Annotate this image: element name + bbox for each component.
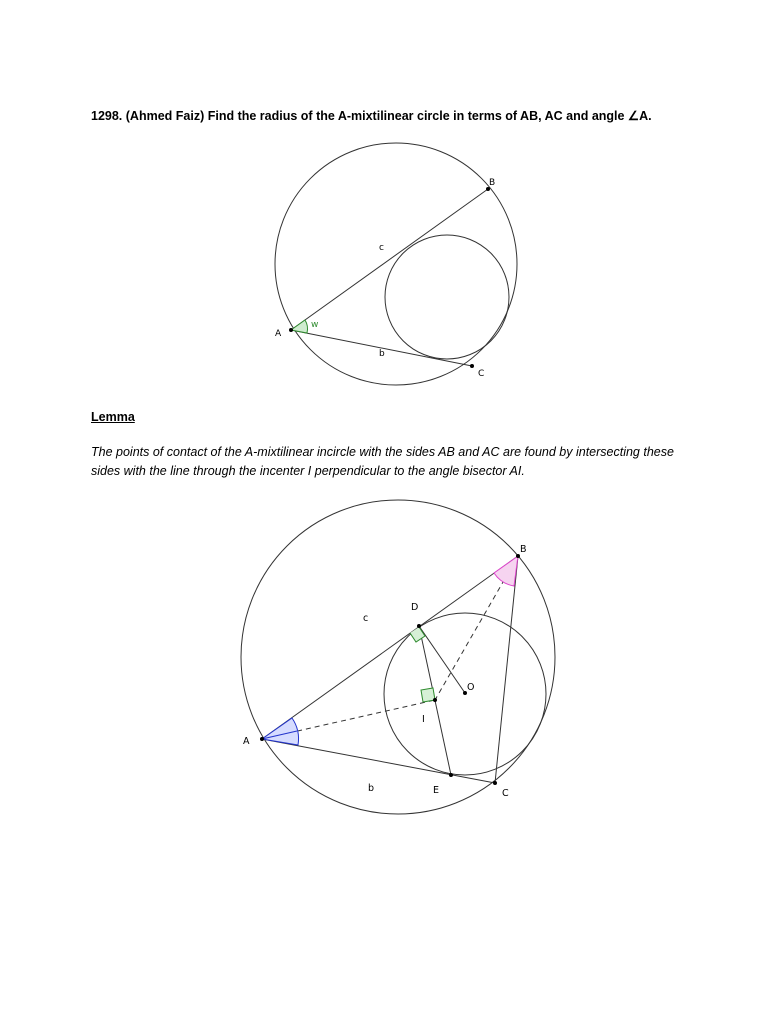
side-ac-1 (291, 330, 472, 366)
figure-2-labels (243, 544, 527, 799)
angle-b-mark (494, 556, 518, 586)
label-b-1: B (489, 178, 496, 188)
label-side-b-2: b (368, 783, 375, 794)
figure-2-points (260, 554, 520, 785)
point-e-2 (449, 773, 453, 777)
lemma-heading: Lemma (91, 410, 135, 424)
point-c-1 (470, 364, 474, 368)
point-c-2 (493, 781, 497, 785)
point-a-1 (289, 328, 293, 332)
angle-w-mark (291, 320, 308, 333)
problem-number: 1298. (91, 109, 123, 123)
label-a-1: A (275, 329, 282, 339)
label-side-c-2: c (363, 613, 369, 624)
label-angle-w: w (311, 320, 319, 330)
label-b-2: B (520, 544, 527, 555)
point-d-2 (417, 624, 421, 628)
label-side-b-1: b (379, 349, 385, 359)
label-d-2: D (411, 602, 419, 613)
problem-text: Find the radius of the A-mixtilinear circle in terms of AB, AC and angle ∠A. (207, 109, 652, 123)
side-ac-2 (262, 739, 495, 783)
label-a-2: A (243, 736, 250, 747)
point-a-2 (260, 737, 264, 741)
label-c-2: C (502, 788, 509, 799)
label-side-c-1: c (379, 243, 384, 253)
right-angle-d (410, 627, 425, 642)
lemma-text: The points of contact of the A-mixtilinear incircle with the sides AB and AC are found by intersecting these sides with the line through the incenter I perpendicular to the angle bisector AI. (91, 445, 674, 478)
right-angle-i (421, 688, 435, 702)
problem-author: (Ahmed Faiz) (125, 109, 205, 123)
side-ab-1 (291, 189, 488, 330)
label-o-2: O (467, 682, 475, 693)
point-i-2 (433, 698, 437, 702)
figure-1-points (289, 187, 490, 368)
label-e-2: E (433, 785, 440, 796)
side-ab-2 (262, 556, 518, 739)
figure-2 (241, 500, 555, 814)
label-i-2: I (422, 714, 425, 725)
figure-1 (275, 143, 517, 385)
label-c-1: C (478, 369, 485, 379)
